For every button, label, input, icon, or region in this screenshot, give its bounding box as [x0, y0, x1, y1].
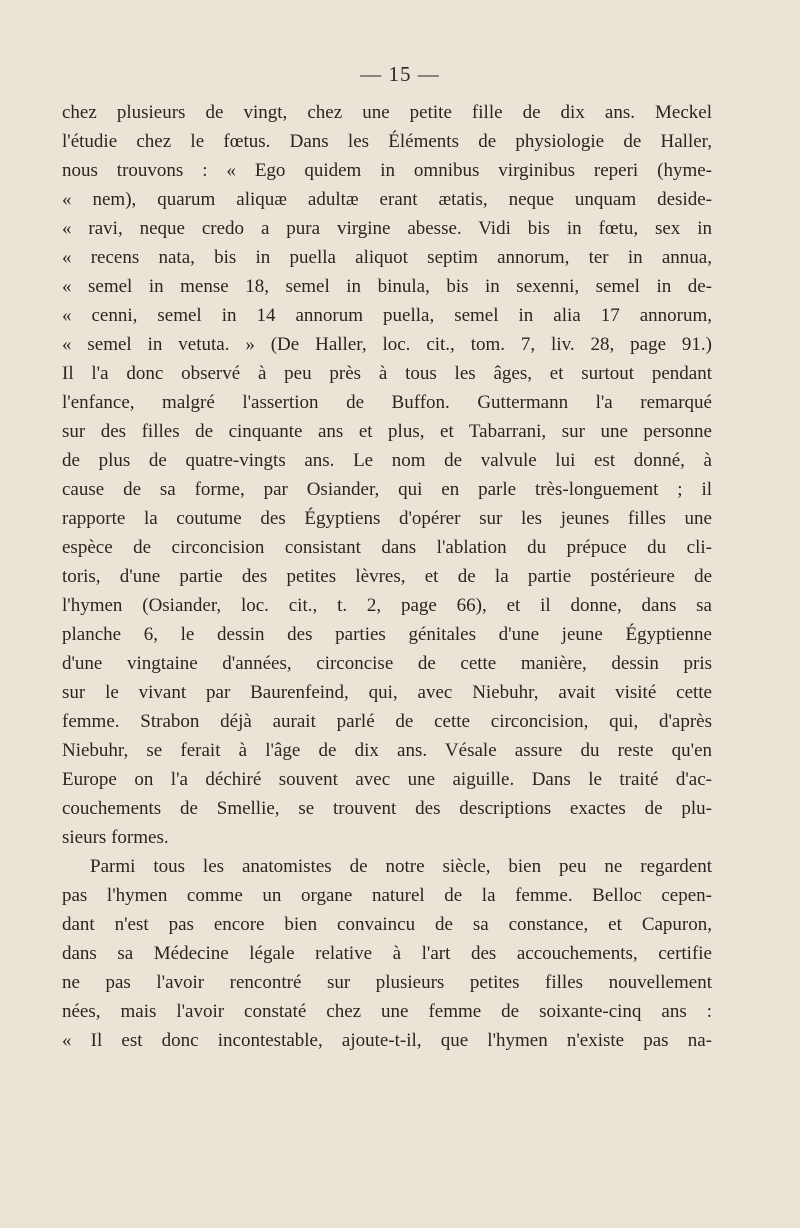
- text-line: Europe on l'a déchiré souvent avec une aiguille. Dans le traité d'ac-: [62, 769, 712, 790]
- text-line: espèce de circoncision consistant dans l'ablation du prépuce du cli-: [62, 537, 712, 558]
- text-line: « recens nata, bis in puella aliquot septim annorum, ter in annua,: [62, 247, 712, 268]
- text-line: sieurs formes.: [62, 827, 169, 848]
- text-line: l'enfance, malgré l'assertion de Buffon. Guttermann l'a remarqué: [62, 392, 712, 413]
- text-line: d'une vingtaine d'années, circoncise de cette manière, dessin pris: [62, 653, 712, 674]
- text-line: toris, d'une partie des petites lèvres, et de la partie postérieure de: [62, 566, 712, 587]
- text-line: « nem), quarum aliquæ adultæ erant ætatis, neque unquam deside-: [62, 189, 712, 210]
- text-line: « semel in vetuta. » (De Haller, loc. cit., tom. 7, liv. 28, page 91.): [62, 334, 712, 355]
- text-line: rapporte la coutume des Égyptiens d'opérer sur les jeunes filles une: [62, 508, 712, 529]
- text-line: sur des filles de cinquante ans et plus, et Tabarrani, sur une personne: [62, 421, 712, 442]
- text-line: sur le vivant par Baurenfeind, qui, avec Niebuhr, avait visité cette: [62, 682, 712, 703]
- text-line: femme. Strabon déjà aurait parlé de cette circoncision, qui, d'après: [62, 711, 712, 732]
- text-line: nées, mais l'avoir constaté chez une femme de soixante-cinq ans :: [62, 1001, 712, 1022]
- text-line: « semel in mense 18, semel in binula, bis in sexenni, semel in de-: [62, 276, 712, 297]
- text-line: Niebuhr, se ferait à l'âge de dix ans. Vésale assure du reste qu'en: [62, 740, 712, 761]
- text-line: Parmi tous les anatomistes de notre siècle, bien peu ne regardent: [90, 856, 712, 877]
- text-line: « Il est donc incontestable, ajoute-t-il, que l'hymen n'existe pas na-: [62, 1030, 712, 1051]
- text-line: « cenni, semel in 14 annorum puella, semel in alia 17 annorum,: [62, 305, 712, 326]
- text-line: dans sa Médecine légale relative à l'art des accouchements, certifie: [62, 943, 712, 964]
- body-text: [62, 98, 712, 1055]
- text-line: cause de sa forme, par Osiander, qui en parle très-longuement ; il: [62, 479, 712, 500]
- text-line: l'hymen (Osiander, loc. cit., t. 2, page 66), et il donne, dans sa: [62, 595, 712, 616]
- text-line: couchements de Smellie, se trouvent des descriptions exactes de plu-: [62, 798, 712, 819]
- text-line: nous trouvons : « Ego quidem in omnibus virginibus reperi (hyme-: [62, 160, 712, 181]
- text-line: dant n'est pas encore bien convaincu de sa constance, et Capuron,: [62, 914, 712, 935]
- paragraph-1: [62, 98, 712, 852]
- text-line: ne pas l'avoir rencontré sur plusieurs petites filles nouvellement: [62, 972, 712, 993]
- text-line: chez plusieurs de vingt, chez une petite fille de dix ans. Meckel: [62, 102, 712, 123]
- text-line: l'étudie chez le fœtus. Dans les Éléments de physiologie de Haller,: [62, 131, 712, 152]
- page-number: — 15 —: [360, 62, 440, 86]
- text-line: planche 6, le dessin des parties génitales d'une jeune Égyptienne: [62, 624, 712, 645]
- text-line: « ravi, neque credo a pura virgine abesse. Vidi bis in fœtu, sex in: [62, 218, 712, 239]
- paragraph-2: [62, 852, 712, 1055]
- text-line: pas l'hymen comme un organe naturel de la femme. Belloc cepen-: [62, 885, 712, 906]
- text-line: Il l'a donc observé à peu près à tous les âges, et surtout pendant: [62, 363, 712, 384]
- text-line: de plus de quatre-vingts ans. Le nom de valvule lui est donné, à: [62, 450, 712, 471]
